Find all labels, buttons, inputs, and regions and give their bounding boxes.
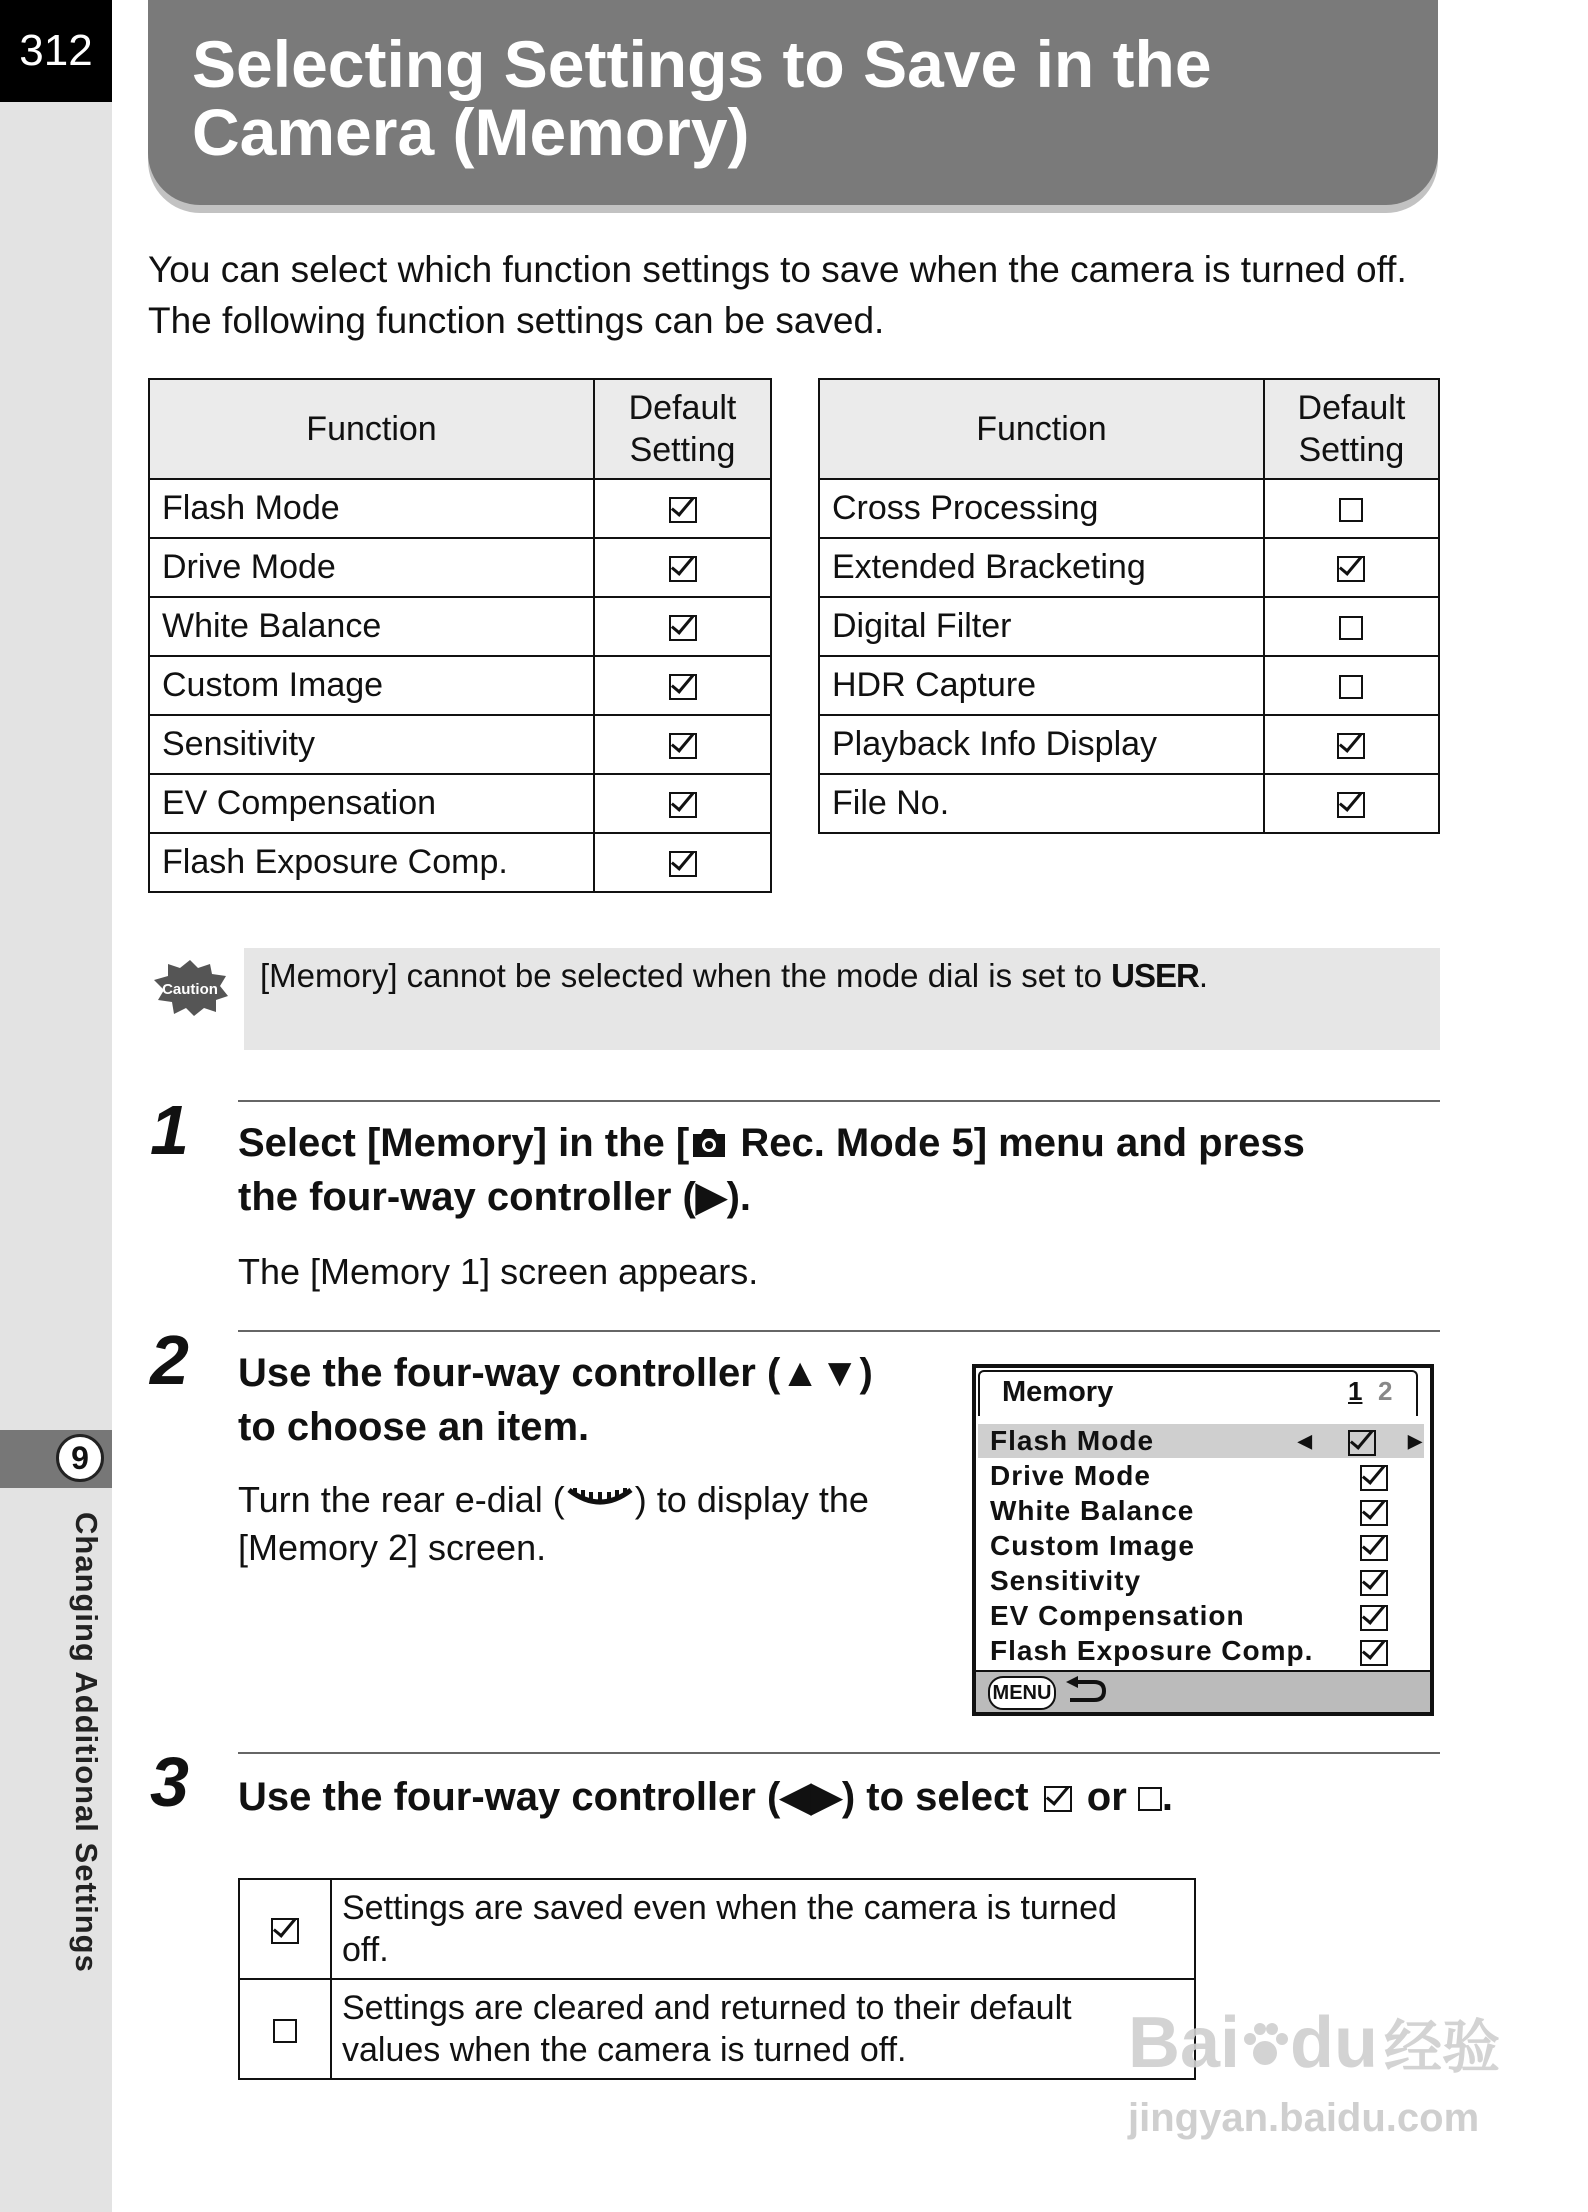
legend-unchecked-line2: values when the camera is turned off.: [342, 2031, 907, 2069]
header-default-line1: Default: [1297, 389, 1406, 427]
legend-row-unchecked: [239, 1979, 1195, 2079]
screen-row-check-icon: [1348, 1430, 1376, 1456]
default-setting: [594, 538, 771, 597]
function-row: [149, 715, 771, 774]
checked-icon: [669, 851, 697, 877]
page-title-line2: Camera (Memory): [192, 95, 750, 169]
checked-icon: [271, 1918, 299, 1944]
legend-checked-symbol: [239, 1879, 331, 1979]
step2-body-a: Turn the rear e-dial (: [238, 1479, 565, 1520]
default-setting: [594, 774, 771, 833]
function-name: White Balance: [149, 597, 594, 656]
screen-row-check-icon: [1360, 1535, 1388, 1561]
screen-page-other: 2: [1378, 1376, 1393, 1406]
screen-row-label: White Balance: [990, 1495, 1195, 1526]
default-setting: [1264, 597, 1439, 656]
screen-row: [990, 1529, 1430, 1563]
checked-icon: [1337, 792, 1365, 818]
checked-icon: [669, 733, 697, 759]
step2-body-c: [Memory 2] screen.: [238, 1527, 547, 1568]
right-arrow-icon: ▶: [1408, 1431, 1423, 1451]
default-setting: [1264, 538, 1439, 597]
intro-text: You can select which function settings to save when the camera is turned off. The following function settings can be saved.: [148, 249, 1407, 341]
page-title: [192, 27, 1402, 169]
step2-body-b: ) to display the: [634, 1479, 869, 1520]
step3-number: 3: [150, 1743, 189, 1821]
default-setting: [594, 656, 771, 715]
step1-number: 1: [150, 1091, 189, 1169]
page-number: 312: [0, 0, 112, 102]
function-name: Playback Info Display: [819, 715, 1264, 774]
step3-title-a: Use the four-way controller (◀▶) to select: [238, 1775, 1040, 1819]
function-row: [149, 538, 771, 597]
screen-page-current: 1: [1348, 1376, 1363, 1406]
function-name: Custom Image: [149, 656, 594, 715]
function-table-right: [818, 378, 1440, 834]
step1-title: [238, 1116, 1448, 1224]
default-setting: [1264, 479, 1439, 538]
screen-row-label: Custom Image: [990, 1530, 1195, 1561]
function-row: [149, 479, 771, 538]
checked-icon: [1337, 733, 1365, 759]
legend-row-checked: [239, 1879, 1195, 1979]
function-name: Cross Processing: [819, 479, 1264, 538]
unchecked-icon: [1339, 675, 1363, 699]
screen-row-check-icon: [1360, 1640, 1388, 1666]
function-table-left: [148, 378, 772, 893]
step3-rule: [238, 1752, 1440, 1754]
function-name: Flash Mode: [149, 479, 594, 538]
watermark-cn: 经验: [1384, 2015, 1501, 2080]
camera-memory-screen: [972, 1364, 1434, 1716]
step1-title-c: the four-way controller (▶).: [238, 1175, 752, 1219]
step2-title-line2: to choose an item.: [238, 1405, 590, 1449]
caution-icon-label: Caution: [162, 981, 218, 998]
function-row: [819, 656, 1439, 715]
chapter-title: Changing Additional Settings: [69, 1512, 104, 1973]
function-row: [819, 774, 1439, 833]
legend-unchecked-line1: Settings are cleared and returned to their default: [342, 1989, 1072, 2027]
back-arrow-icon: [1062, 1676, 1108, 1706]
header-function: Function: [819, 379, 1264, 479]
watermark-brand: Bai: [1128, 2003, 1241, 2083]
screen-row: [990, 1564, 1430, 1598]
caution-text: [260, 954, 1420, 998]
step2-title-line1: Use the four-way controller (▲▼): [238, 1351, 873, 1395]
legend-unchecked-text: [331, 1979, 1195, 2079]
step1-title-a: Select [Memory] in the [: [238, 1121, 690, 1165]
screen-row-label: Flash Exposure Comp.: [990, 1635, 1314, 1666]
watermark-url: jingyan.baidu.com: [1128, 2096, 1480, 2140]
function-row: [819, 479, 1439, 538]
watermark-brand2: du: [1290, 2003, 1379, 2083]
page-title-line1: Selecting Settings to Save in the: [192, 27, 1212, 101]
unchecked-icon: [273, 2019, 297, 2043]
screen-row-check-icon: [1360, 1605, 1388, 1631]
function-name: EV Compensation: [149, 774, 594, 833]
function-row: [149, 656, 771, 715]
default-setting: [1264, 774, 1439, 833]
function-row: [819, 597, 1439, 656]
function-row: [149, 833, 771, 892]
function-name: HDR Capture: [819, 656, 1264, 715]
screen-row-selected: [978, 1424, 1424, 1458]
checked-icon: [669, 497, 697, 523]
screen-row-label: EV Compensation: [990, 1600, 1245, 1631]
legend-unchecked-symbol: [239, 1979, 331, 2079]
caution-mode-user: USER: [1111, 957, 1199, 994]
function-name: Drive Mode: [149, 538, 594, 597]
header-default-line1: Default: [628, 389, 737, 427]
step3-title: [238, 1770, 1438, 1824]
default-setting: [594, 833, 771, 892]
function-row: [819, 715, 1439, 774]
checked-icon: [669, 615, 697, 641]
header-default: [594, 379, 771, 479]
caution-message: [Memory] cannot be selected when the mode dial is set to: [260, 957, 1112, 994]
legend-checked-text: [331, 1879, 1195, 1979]
unchecked-icon: [1138, 1787, 1162, 1811]
screen-row-label: Sensitivity: [990, 1565, 1142, 1596]
step1-body: The [Memory 1] screen appears.: [238, 1251, 759, 1292]
step2-body: [238, 1476, 958, 1572]
function-name: File No.: [819, 774, 1264, 833]
checked-icon: [1337, 556, 1365, 582]
function-row: [149, 774, 771, 833]
screen-row: [990, 1459, 1430, 1493]
step2-title: [238, 1346, 958, 1454]
checked-icon: [669, 674, 697, 700]
screen-row-check-icon: [1360, 1500, 1388, 1526]
chapter-number: 9: [56, 1434, 104, 1482]
function-name: Sensitivity: [149, 715, 594, 774]
step2-rule: [238, 1330, 1440, 1332]
default-setting: [594, 597, 771, 656]
screen-bottom-bar: [976, 1670, 1430, 1712]
screen-row: [990, 1494, 1430, 1528]
checked-icon: [669, 792, 697, 818]
screen-row-label: Flash Mode: [990, 1425, 1155, 1456]
screen-row-check-icon: [1360, 1465, 1388, 1491]
default-setting: [1264, 715, 1439, 774]
screen-row: [990, 1634, 1430, 1668]
default-setting: [1264, 656, 1439, 715]
function-name: Extended Bracketing: [819, 538, 1264, 597]
caution-icon: [150, 958, 230, 1018]
paw-icon: [1240, 2021, 1290, 2071]
function-name: Flash Exposure Comp.: [149, 833, 594, 892]
checked-icon: [669, 556, 697, 582]
screen-row-check-icon: [1360, 1570, 1388, 1596]
header-default-line2: Setting: [629, 431, 736, 469]
legend-checked-line1: Settings are saved even when the camera is turned: [342, 1889, 1117, 1927]
rear-e-dial-icon: [565, 1484, 635, 1514]
screen-row: [990, 1599, 1430, 1633]
left-arrow-icon: ◀: [1298, 1431, 1313, 1451]
unchecked-icon: [1339, 616, 1363, 640]
function-name: Digital Filter: [819, 597, 1264, 656]
screen-row-label: Drive Mode: [990, 1460, 1151, 1491]
step2-number: 2: [150, 1321, 189, 1399]
step3-title-b: or: [1075, 1775, 1138, 1819]
function-row: [819, 538, 1439, 597]
screen-title: Memory: [1002, 1376, 1114, 1408]
header-function: Function: [149, 379, 594, 479]
caution-end: .: [1198, 957, 1208, 994]
header-default-line2: Setting: [1298, 431, 1405, 469]
checked-icon: [1044, 1786, 1072, 1812]
legend-checked-line2: off.: [342, 1931, 389, 1969]
default-setting: [594, 715, 771, 774]
checkbox-legend-table: [238, 1878, 1196, 2080]
watermark-logo: [1128, 2000, 1500, 2084]
function-row: [149, 597, 771, 656]
step1-rule: [238, 1100, 1440, 1102]
step3-title-c: .: [1161, 1775, 1174, 1819]
camera-icon: [689, 1126, 729, 1160]
default-setting: [594, 479, 771, 538]
menu-button-icon: MENU: [988, 1676, 1056, 1710]
header-default: [1264, 379, 1439, 479]
step1-title-b: Rec. Mode 5] menu and press: [729, 1121, 1305, 1165]
unchecked-icon: [1339, 498, 1363, 522]
